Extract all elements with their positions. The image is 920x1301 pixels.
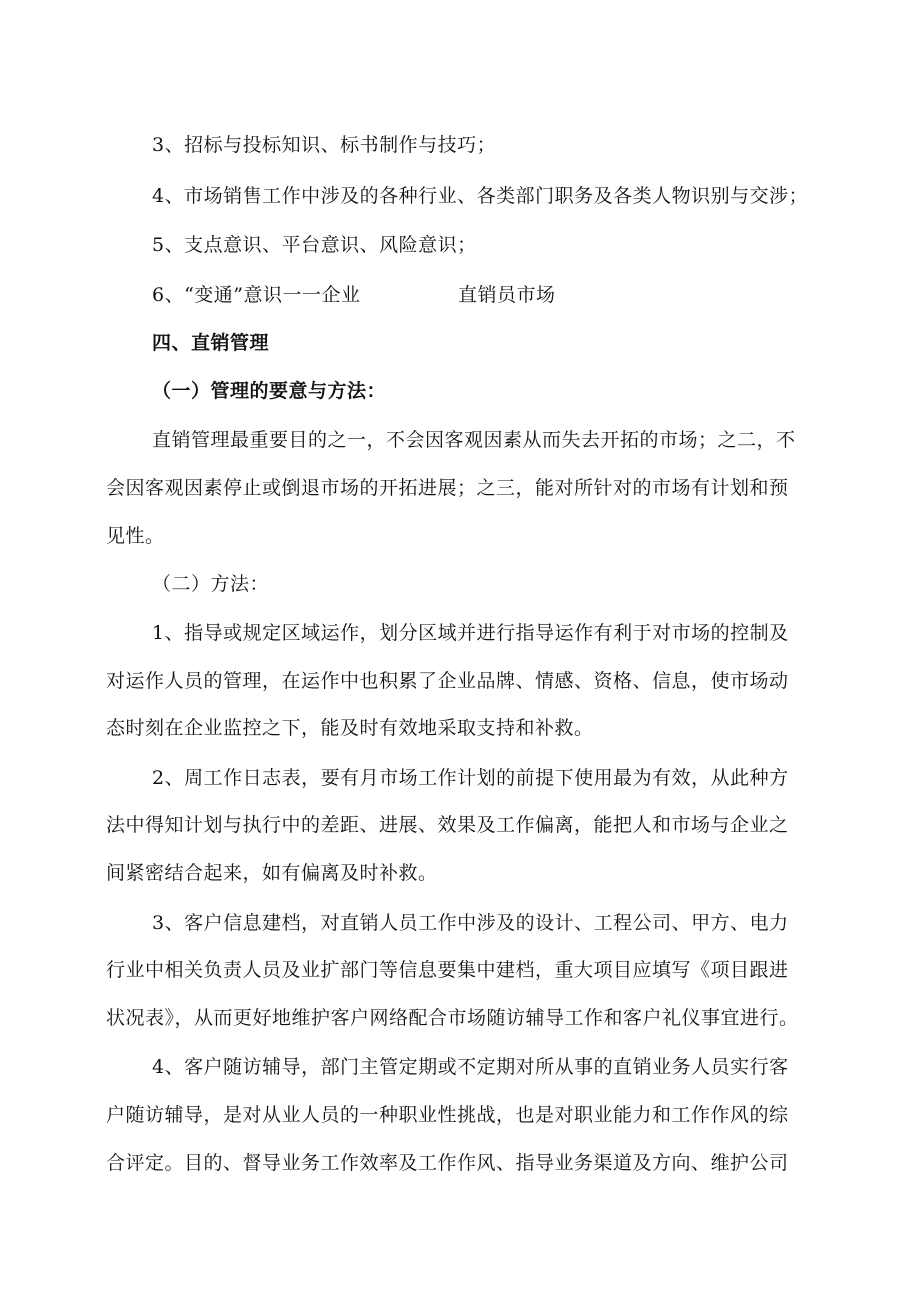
method-2-line-3: 间紧密结合起来，如有偏离及时补救。 <box>106 862 438 884</box>
paragraph-1-line-1: 直销管理最重要目的之一，不会因客观因素从而失去开拓的市场；之二，不 <box>152 429 796 451</box>
subheading-2: （二）方法： <box>152 573 270 595</box>
method-3-line-1: 3、客户信息建档，对直销人员工作中涉及的设计、工程公司、甲方、电力 <box>152 912 789 934</box>
list-item-3: 3、招标与投标知识、标书制作与技巧； <box>152 134 497 156</box>
method-3-line-2: 行业中相关负责人员及业扩部门等信息要集中建档，重大项目应填写《项目跟进 <box>106 959 789 981</box>
method-4-line-1: 4、客户随访辅导，部门主管定期或不定期对所从事的直销业务人员实行客 <box>152 1056 789 1078</box>
list-item-6-part2: 直销员市场 <box>458 284 556 306</box>
list-item-6-part1: 6、“变通”意识一一企业 <box>152 284 361 306</box>
method-4-line-3: 合评定。目的、督导业务工作效率及工作作风、指导业务渠道及方向、维护公司 <box>106 1152 789 1174</box>
section-heading: 四、直销管理 <box>152 332 270 354</box>
list-item-4: 4、市场销售工作中涉及的各种行业、各类部门职务及各类人物识别与交涉； <box>152 185 809 207</box>
subheading-1: （一）管理的要意与方法： <box>152 380 387 402</box>
method-3-line-3: 状况表》，从而更好地维护客户网络配合市场随访辅导工作和客户礼仪事宜进行。 <box>106 1007 799 1029</box>
method-1-line-3: 态时刻在企业监控之下，能及时有效地采取支持和补救。 <box>106 717 594 739</box>
method-2-line-2: 法中得知计划与执行中的差距、进展、效果及工作偏离，能把人和市场与企业之 <box>106 814 789 836</box>
method-4-line-2: 户随访辅导，是对从业人员的一种职业性挑战，也是对职业能力和工作作风的综 <box>106 1104 789 1126</box>
method-1-line-1: 1、指导或规定区域运作，划分区域并进行指导运作有利于对市场的控制及 <box>152 622 789 644</box>
method-1-line-2: 对运作人员的管理，在运作中也积累了企业品牌、情感、资格、信息，使市场动 <box>106 670 789 692</box>
list-item-5: 5、支点意识、平台意识、风险意识； <box>152 234 477 256</box>
paragraph-1-line-3: 见性。 <box>106 525 165 547</box>
paragraph-1-line-2: 会因客观因素停止或倒退市场的开拓进展；之三，能对所针对的市场有计划和预 <box>106 477 789 499</box>
method-2-line-1: 2、周工作日志表，要有月市场工作计划的前提下使用最为有效，从此种方 <box>152 767 789 789</box>
